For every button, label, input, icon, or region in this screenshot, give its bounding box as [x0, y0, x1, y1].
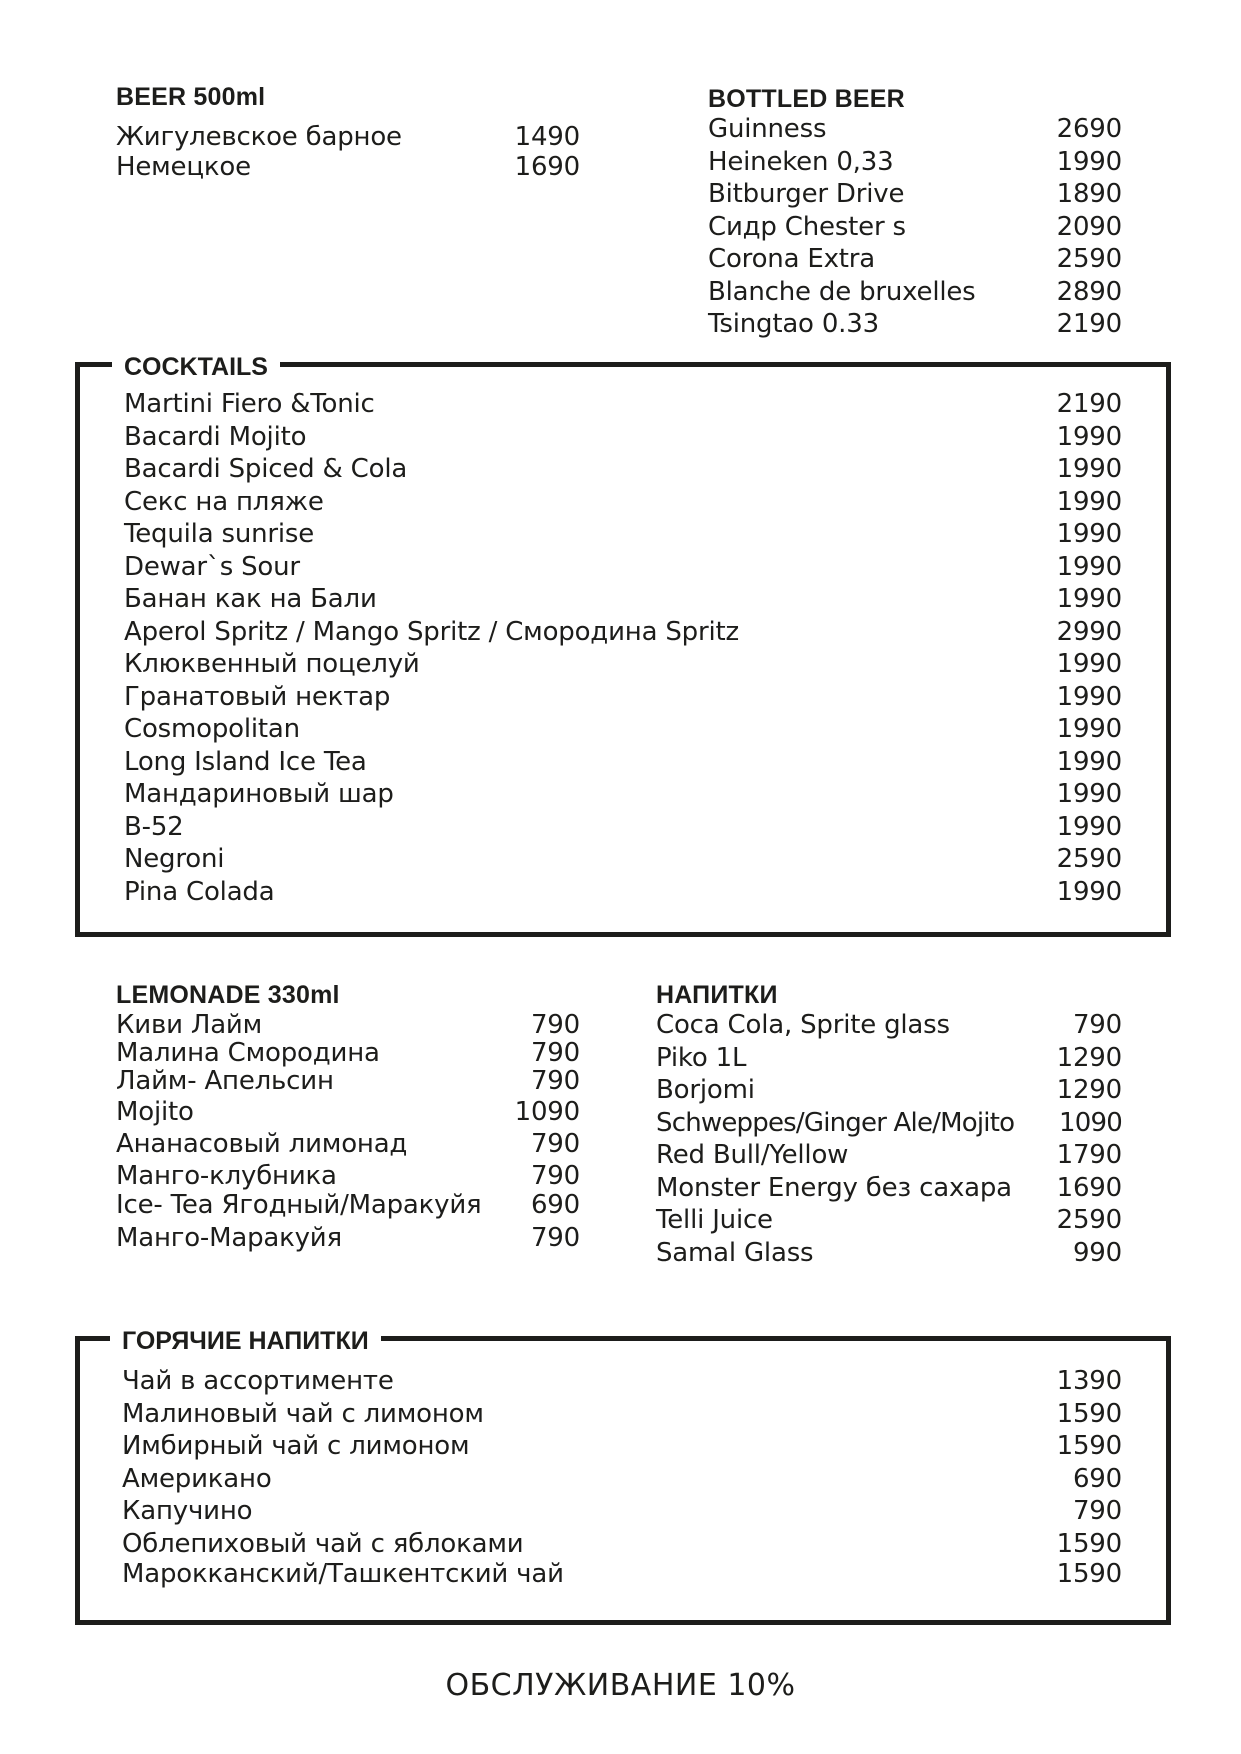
item-price: 1090 — [514, 1097, 580, 1127]
item-price: 2190 — [1056, 309, 1122, 339]
item-price: 790 — [530, 1129, 580, 1159]
item-price: 2590 — [1056, 1205, 1122, 1235]
item-name: Samal Glass — [656, 1237, 814, 1268]
drinks-section-title: НАПИТКИ — [656, 981, 778, 1009]
menu-item — [116, 1129, 580, 1161]
item-price: 1890 — [1056, 179, 1122, 209]
item-price: 1590 — [1056, 1558, 1122, 1589]
item-name: Клюквенный поцелуй — [124, 649, 420, 679]
hot-drinks-section-title: ГОРЯЧИЕ НАПИТКИ — [110, 1326, 381, 1356]
menu-item — [124, 649, 1122, 682]
item-name: Гранатовый нектар — [124, 681, 391, 712]
item-price: 1390 — [1056, 1366, 1122, 1396]
menu-item — [124, 422, 1122, 455]
item-price: 1990 — [1056, 454, 1122, 484]
service-charge-note: ОБСЛУЖИВАНИЕ 10% — [445, 1668, 796, 1703]
item-name: Сидр Chester s — [708, 211, 906, 242]
menu-item — [116, 1223, 580, 1253]
bottled-beer-section — [708, 84, 1122, 342]
item-price: 1590 — [1056, 1528, 1122, 1559]
beer-list — [116, 122, 580, 182]
menu-item — [656, 1205, 1122, 1238]
item-name: Капучино — [122, 1496, 253, 1526]
item-price: 1990 — [1056, 486, 1122, 517]
item-name: Американо — [122, 1463, 272, 1494]
item-name: Schweppes/Ginger Ale/Mojito — [656, 1107, 1015, 1138]
menu-item — [122, 1559, 1122, 1592]
menu-item — [708, 179, 1122, 212]
item-name: Telli Juice — [656, 1205, 773, 1235]
item-price: 1990 — [1056, 746, 1122, 777]
bottled-beer-list — [708, 114, 1122, 342]
item-name: Coca Cola, Sprite glass — [656, 1010, 950, 1040]
menu-item — [124, 714, 1122, 747]
menu-item — [116, 1066, 580, 1097]
item-name: Немецкое — [116, 152, 251, 182]
beer-section-title: BEER 500ml — [116, 83, 266, 111]
item-price: 1290 — [1056, 1075, 1122, 1105]
item-name: Манго-клубника — [116, 1161, 337, 1191]
bottled-beer-section-title: BOTTLED BEER — [708, 85, 905, 113]
drinks-list — [656, 1010, 1122, 1270]
item-name: Martini Fiero &Tonic — [124, 389, 375, 419]
menu-item — [708, 114, 1122, 147]
menu-item — [656, 1140, 1122, 1173]
menu-item — [656, 1108, 1122, 1141]
item-price: 2190 — [1056, 389, 1122, 419]
menu-item — [124, 617, 1122, 650]
item-price: 690 — [1072, 1463, 1122, 1494]
menu-item — [708, 309, 1122, 342]
item-name: Monster Energy без сахара — [656, 1172, 1012, 1203]
menu-item — [124, 487, 1122, 520]
item-name: Guinness — [708, 114, 827, 144]
item-price: 1990 — [1056, 584, 1122, 614]
menu-item — [124, 877, 1122, 910]
menu-item — [708, 212, 1122, 245]
item-price: 1990 — [1056, 519, 1122, 549]
menu-item — [122, 1399, 1122, 1432]
item-name: Bacardi Spiced & Cola — [124, 454, 408, 484]
menu-item — [708, 147, 1122, 180]
menu-item — [656, 1238, 1122, 1271]
menu-item — [122, 1431, 1122, 1464]
item-name: Negroni — [124, 844, 225, 874]
item-name: Малиновый чай с лимоном — [122, 1398, 484, 1429]
item-name: Cosmopolitan — [124, 714, 300, 744]
item-price: 1990 — [1056, 876, 1122, 907]
item-price: 2990 — [1056, 616, 1122, 647]
item-name: Tsingtao 0.33 — [708, 309, 879, 339]
item-price: 2690 — [1056, 114, 1122, 144]
item-price: 1990 — [1056, 551, 1122, 582]
item-price: 1790 — [1056, 1140, 1122, 1170]
item-name: Blanche de bruxelles — [708, 276, 976, 307]
item-name: Mojito — [116, 1097, 194, 1127]
item-price: 2590 — [1056, 844, 1122, 874]
item-name: Чай в ассортименте — [122, 1366, 394, 1396]
menu-item — [116, 1010, 580, 1038]
item-price: 1990 — [1056, 421, 1122, 452]
menu-item — [122, 1464, 1122, 1497]
menu-item — [124, 454, 1122, 487]
item-name: Borjomi — [656, 1075, 755, 1105]
item-price: 1590 — [1056, 1431, 1122, 1461]
item-price: 1590 — [1056, 1398, 1122, 1429]
item-name: Ананасовый лимонад — [116, 1129, 408, 1159]
item-price: 1290 — [1056, 1042, 1122, 1073]
cocktails-section-title: COCKTAILS — [112, 352, 280, 382]
menu-item — [116, 1038, 580, 1066]
item-price: 1690 — [514, 152, 580, 182]
menu-item — [656, 1075, 1122, 1108]
item-price: 2590 — [1056, 244, 1122, 274]
item-name: Tequila sunrise — [124, 519, 315, 549]
item-name: Bacardi Mojito — [124, 421, 307, 452]
item-name: Bitburger Drive — [708, 179, 905, 209]
item-name: Long Island Ice Tea — [124, 746, 367, 777]
cocktails-list — [124, 389, 1122, 909]
hot-drinks-list — [122, 1366, 1122, 1591]
menu-item — [656, 1043, 1122, 1076]
item-name: Киви Лайм — [116, 1010, 263, 1040]
menu-item — [124, 747, 1122, 780]
menu-item — [124, 389, 1122, 422]
item-price: 790 — [530, 1066, 580, 1096]
item-price: 2090 — [1056, 211, 1122, 242]
menu-item — [656, 1010, 1122, 1043]
menu-item — [116, 1161, 580, 1190]
menu-item — [124, 844, 1122, 877]
item-name: Pina Colada — [124, 876, 275, 907]
item-name: Марокканский/Ташкентский чай — [122, 1558, 564, 1589]
item-price: 1990 — [1056, 811, 1122, 842]
item-name: Манго-Маракуйя — [116, 1223, 342, 1253]
item-name: Corona Extra — [708, 244, 875, 274]
item-price: 1090 — [1059, 1107, 1122, 1138]
menu-item — [122, 1366, 1122, 1399]
item-price: 2890 — [1056, 276, 1122, 307]
menu-item — [124, 812, 1122, 845]
menu-item — [116, 122, 580, 152]
item-price: 790 — [530, 1010, 580, 1040]
menu-item — [124, 779, 1122, 812]
item-price: 790 — [1072, 1496, 1122, 1526]
item-name: Ice- Tea Ягодный/Маракуйя — [116, 1190, 482, 1220]
item-name: Aperol Spritz / Mango Spritz / Смородина Spritz — [124, 616, 739, 647]
item-price: 690 — [530, 1190, 580, 1220]
lemonade-section — [116, 980, 580, 1253]
lemonade-section-title: LEMONADE 330ml — [116, 981, 340, 1009]
item-price: 990 — [1072, 1237, 1122, 1268]
item-name: Малина Смородина — [116, 1038, 380, 1068]
item-price: 790 — [530, 1161, 580, 1191]
item-name: Heineken 0,33 — [708, 146, 894, 177]
menu-item — [124, 682, 1122, 715]
item-price: 790 — [530, 1038, 580, 1068]
beer-section — [116, 82, 580, 182]
lemonade-list — [116, 1010, 580, 1253]
menu-item — [116, 152, 580, 182]
menu-item — [708, 244, 1122, 277]
item-price: 1990 — [1056, 146, 1122, 177]
menu-item — [124, 552, 1122, 585]
item-price: 1990 — [1056, 714, 1122, 744]
menu-item — [116, 1097, 580, 1129]
item-name: Секс на пляже — [124, 486, 324, 517]
menu-item — [124, 584, 1122, 617]
item-name: Мандариновый шар — [124, 779, 394, 809]
item-price: 1990 — [1056, 779, 1122, 809]
item-name: Облепиховый чай с яблоками — [122, 1528, 524, 1559]
item-price: 790 — [1072, 1010, 1122, 1040]
menu-item — [708, 277, 1122, 310]
item-price: 1990 — [1056, 681, 1122, 712]
menu-item — [122, 1496, 1122, 1529]
item-price: 1490 — [514, 122, 580, 152]
item-name: Лайм- Апельсин — [116, 1066, 334, 1096]
item-name: Банан как на Бали — [124, 584, 377, 614]
menu-item — [122, 1529, 1122, 1559]
drinks-section — [656, 980, 1122, 1270]
item-name: Имбирный чай с лимоном — [122, 1431, 470, 1461]
item-price: 790 — [530, 1223, 580, 1253]
item-name: Piko 1L — [656, 1042, 747, 1073]
item-price: 1690 — [1056, 1172, 1122, 1203]
item-name: Dewar`s Sour — [124, 551, 300, 582]
item-name: Жигулевское барное — [116, 122, 402, 152]
item-name: Red Bull/Yellow — [656, 1140, 849, 1170]
item-name: B-52 — [124, 811, 184, 842]
item-price: 1990 — [1056, 649, 1122, 679]
menu-item — [124, 519, 1122, 552]
menu-item — [656, 1173, 1122, 1206]
menu-item — [116, 1190, 580, 1223]
